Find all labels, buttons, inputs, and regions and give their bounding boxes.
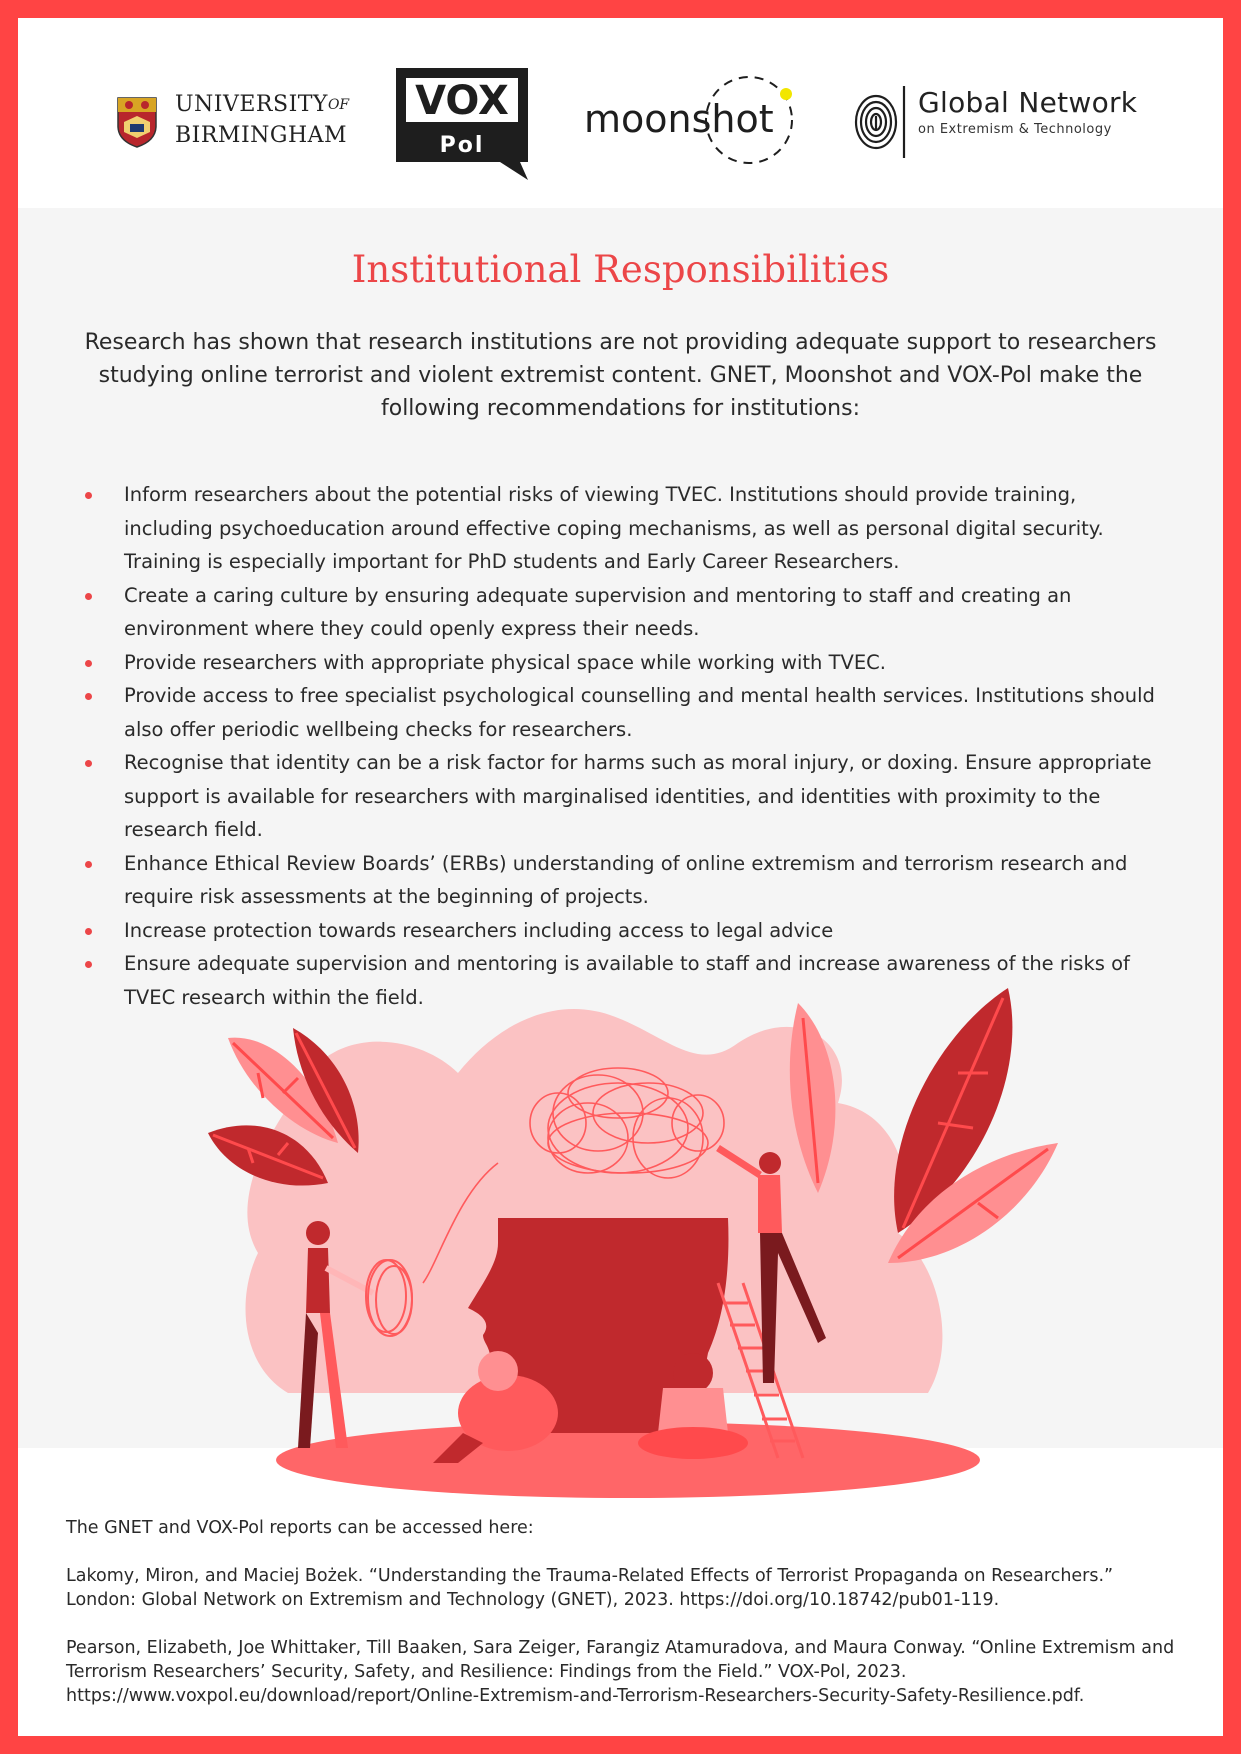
reference-2: Pearson, Elizabeth, Joe Whittaker, Till Baaken, Sara Zeiger, Farangiz Atamuradova, and Maura Conway. “Online Extremism and Terrorism Researchers’ Security, Safety, and Resilience: Findings from the Field.” VOX-Pol, 2023. https://www.voxpol.eu/download/report/Online-Extremism-and-Terrorism-Researchers-Security-Safety-Resilience.pdf. xyxy=(66,1638,1175,1706)
list-item: Recognise that identity can be a risk factor for harms such as moral injury, or doxing. Ensure appropriate support is available for researchers with marginalised identities, and identities with proximity to the research field. xyxy=(76,746,1166,847)
uob-line1: UNIVERSITY xyxy=(175,92,328,117)
page-title: Institutional Responsibilities xyxy=(351,248,890,291)
list-item: Increase protection towards researchers including access to legal advice xyxy=(76,914,1166,948)
voxpol-logo xyxy=(396,68,528,180)
list-item: Provide researchers with appropriate physical space while working with TVEC. xyxy=(76,646,1166,680)
poster xyxy=(18,18,1223,1736)
intro-paragraph: Research has shown that research institutions are not providing adequate support to researchers studying online terrorist and violent extremist content. GNET, Moonshot and VOX-Pol make the following recommendations for institutions: xyxy=(84,330,1157,421)
reference-1: Lakomy, Miron, and Maciej Bożek. “Understanding the Trauma-Related Effects of Terrorist Propaganda on Researchers.” London: Global Network on Extremism and Technology (GNET), 2023. https://doi.org/10.18742/pub01-119. xyxy=(66,1566,1114,1610)
list-item: Enhance Ethical Review Boards’ (ERBs) understanding of online extremism and terrorism research and require risk assessments at the beginning of projects. xyxy=(76,847,1166,914)
university-of-birmingham-logo xyxy=(175,90,349,151)
voxpol-top-text: VOX xyxy=(415,78,509,124)
university-crest-icon xyxy=(116,96,158,148)
list-item: Inform researchers about the potential risks of viewing TVEC. Institutions should provide training, including psychoeducation around effective coping mechanisms, as well as personal digital security. Training is especially important for PhD students and Early Career Researchers. xyxy=(76,478,1166,579)
list-item: Ensure adequate supervision and mentoring is available to staff and increase awareness of the risks of TVEC research within the field. xyxy=(76,947,1166,1014)
illustration xyxy=(198,963,1078,1513)
voxpol-bottom-text: Pol xyxy=(439,133,485,158)
list-item: Create a caring culture by ensuring adequate supervision and mentoring to staff and creating an environment where they could openly express their needs. xyxy=(76,579,1166,646)
recommendations-list xyxy=(76,478,1166,1014)
uob-of: OF xyxy=(327,97,350,113)
logo-bar xyxy=(18,18,1223,208)
moonshot-text: moonshot xyxy=(584,97,774,141)
ground xyxy=(276,1422,980,1498)
gnet-subtitle: on Extremism & Technology xyxy=(918,122,1112,137)
gnet-title: Global Network xyxy=(918,86,1138,119)
footer xyxy=(66,1516,1186,1732)
list-item: Provide access to free specialist psychological counselling and mental health services. Institutions should also offer periodic wellbeing checks for researchers. xyxy=(76,679,1166,746)
fingerprint-icon xyxy=(854,82,906,162)
access-note: The GNET and VOX-Pol reports can be accessed here: xyxy=(66,1518,534,1538)
moonshot-logo xyxy=(584,70,814,170)
uob-line2: BIRMINGHAM xyxy=(175,123,348,148)
